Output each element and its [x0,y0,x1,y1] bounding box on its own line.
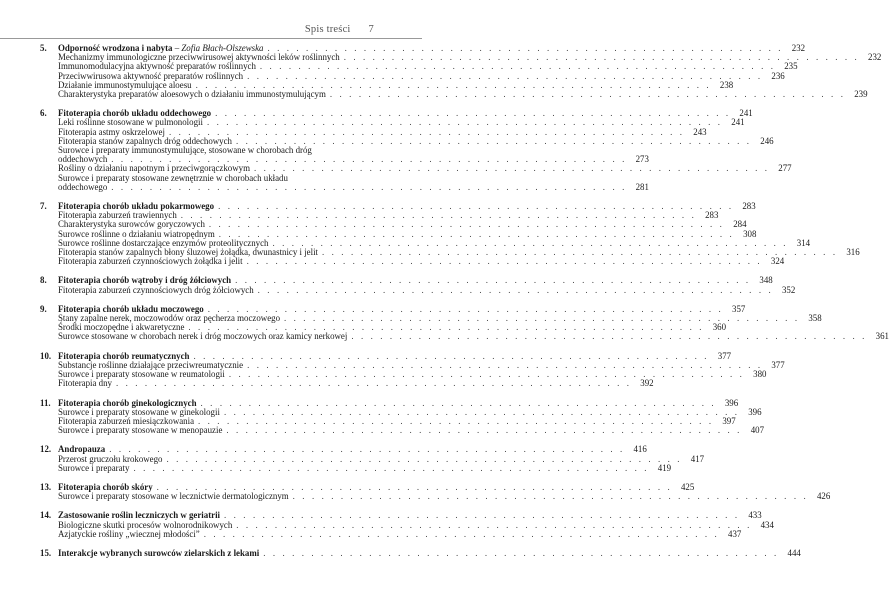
dot-leader [133,464,649,473]
toc-chapter [40,350,785,389]
entry-title: Działanie immunostymulujące aloesu [58,79,192,90]
entry-title: Mechanizmy immunologiczne przeciwwirusowej aktywności leków roślinnych [58,52,340,63]
entry-page-number: 235 [784,61,798,72]
entry-title: Substancje roślinne działające przeciwreumatycznie [58,359,244,370]
entry-page-number: 236 [771,70,785,81]
entry-page-number: 284 [733,219,747,230]
entry-page-number: 239 [854,89,868,100]
chapter-page-number: 425 [680,481,695,492]
entry-page-number: 437 [728,528,742,539]
entry-title: Fitoterapia zaburzeń czynnościowych żołądka i jelit [58,256,243,267]
toc-chapter [40,444,705,473]
entry-title: Surowce i preparaty stosowane w ginekologii [58,406,220,417]
dot-leader [351,332,867,341]
entry-title: Leki roślinne stosowane w pulmonologii [58,117,203,128]
dot-leader [293,492,809,501]
entry-title: Rośliny o działaniu napotnym i przeciwgorączkowym [58,163,250,174]
entry-title: Fitoterapia zaburzeń miesiączkowania [58,415,195,426]
chapter-number: 11. [40,397,51,408]
entry-page-number: 396 [748,406,762,417]
chapter-number: 8. [40,275,47,286]
entry-title: Fitoterapia stanów zapalnych dróg oddechowych [58,135,232,146]
entry-page-number: 314 [796,237,811,248]
chapter-page-number: 241 [739,108,753,119]
entry-page-number: 360 [712,322,727,333]
chapter-page-number: 348 [759,275,773,286]
toc-entry[interactable] [40,491,831,502]
entry-title: Przeciwwirusowa aktywność preparatów roślinnych [58,70,244,81]
toc-chapter [40,547,801,558]
entry-page-number: 358 [808,313,822,324]
entry-title: Surowce i preparaty stosowane zewnętrznie w chorobach układu [58,172,288,183]
chapter-title: Fitoterapia chorób układu pokarmowego [58,201,215,212]
entry-page-number: 232 [868,52,882,63]
chapter-page-number: 444 [787,547,801,558]
dot-leader [236,137,752,146]
entry-title: Fitoterapia zaburzeń trawiennych [58,210,177,221]
entry-title: Charakterystyka preparatów aloesowych o działaniu immunostymulującym [58,89,326,100]
entry-page-number: 308 [743,228,757,239]
entry-title: Surowce roślinne o działaniu wiatropędnym [58,228,215,239]
header-rule [0,38,422,39]
chapter-page-number: 357 [732,303,746,314]
chapter-title: Fitoterapia chorób reumatycznych [58,350,190,361]
entry-page-number: 417 [690,453,705,464]
header-title: Spis treści [304,24,351,35]
dot-leader [226,426,742,435]
entry-page-number: 243 [693,126,707,137]
entry-title: Surowce i preparaty stosowane w menopauzie [58,425,223,436]
toc-chapter-row[interactable] [40,547,801,558]
toc-entry[interactable] [40,378,654,389]
toc-entry[interactable] [40,425,764,436]
entry-title: Fitoterapia dny [58,378,112,389]
entry-title: Przerost gruczołu krokowego [58,453,163,464]
chapter-title: Fitoterapia chorób wątroby i dróg żółciowych [58,275,232,286]
toc-entry[interactable] [40,284,796,295]
entry-title: Surowce roślinne dostarczające enzymów proteolitycznych [58,237,269,248]
chapter-title: Interakcje wybranych surowców zielarskich z lekami [58,547,260,558]
chapter-page-number: 433 [748,510,762,521]
entry-page-number: 392 [640,378,654,389]
chapter-author: – Zofia Błach-Olszewska [172,43,264,53]
chapter-number: 5. [40,43,47,53]
dot-leader [204,530,720,539]
entry-title: oddechowego [58,181,108,192]
chapter-title: Fitoterapia chorób układu moczowego [58,303,204,314]
toc-entry[interactable] [40,528,742,539]
chapter-number: 6. [40,108,47,119]
entry-title: Surowce stosowane w chorobach nerek i dróg moczowych oraz kamicy nerkowej [58,331,348,342]
chapter-page-number: 283 [742,201,756,212]
entry-page-number: 397 [722,415,736,426]
toc-entry[interactable] [40,331,889,342]
entry-page-number: 380 [753,369,767,380]
chapter-title: Fitoterapia chorób układu oddechowego [58,108,212,119]
entry-page-number: 283 [705,210,719,221]
entry-page-number: 273 [635,154,649,165]
entry-page-number: 377 [771,359,785,370]
entry-title: Środki moczopędne i akwaretyczne [58,322,185,333]
entry-page-number: 426 [816,491,831,502]
entry-page-number: 352 [781,284,796,295]
chapter-number: 13. [40,481,52,492]
chapter-title: Odporność wrodzona i nabyta – Zofia Błach-Olszewska [58,43,264,53]
chapter-number: 7. [40,201,47,212]
chapter-page-number: 416 [633,444,647,455]
dot-leader [263,549,779,558]
chapter-page-number: 377 [717,350,732,361]
entry-title: Biologiczne skutki procesów wolnorodnikowych [58,519,233,530]
chapter-title: Andropauza [58,444,106,455]
dot-leader [111,183,627,192]
entry-title: Azjatyckie rośliny „wiecznej młodości” [58,528,200,539]
entry-title: Stany zapalne nerek, moczowodów oraz pęcherza moczowego [58,313,281,324]
toc-chapter [40,303,889,342]
dot-leader [116,379,632,388]
chapter-title: Zastosowanie roślin leczniczych w geriatrii [58,510,221,521]
chapter-page-number: 232 [791,43,806,53]
chapter-page-number: 396 [724,397,739,408]
entry-page-number: 361 [875,331,889,342]
entry-page-number: 246 [760,135,774,146]
toc-chapter [40,481,831,502]
header-page-number: 7 [368,24,374,35]
chapter-number: 10. [40,350,52,361]
toc-chapter [40,108,792,192]
toc-chapter [40,201,860,267]
entry-page-number: 407 [750,425,764,436]
entry-page-number: 419 [657,462,672,473]
toc-chapter [40,510,774,539]
chapter-number: 14. [40,510,52,521]
entry-title: Surowce i preparaty stosowane w lecznictwie dermatologicznym [58,491,289,502]
entry-page-number: 281 [635,181,649,192]
chapter-title: Fitoterapia chorób ginekologicznych [58,397,197,408]
toc-chapter [40,397,764,436]
entry-page-number: 434 [760,519,774,530]
table-of-contents [40,43,889,568]
toc-entry[interactable] [40,89,868,100]
entry-title: Fitoterapia stanów zapalnych błony śluzowej żołądka, dwunastnicy i jelit [58,247,319,258]
entry-title: Surowce i preparaty immunostymulujące, stosowane w chorobach dróg [58,145,312,156]
toc-entry[interactable] [40,181,649,192]
entry-page-number: 238 [719,79,734,90]
toc-chapter [40,43,882,100]
running-header [305,24,374,35]
entry-page-number: 277 [778,163,792,174]
entry-page-number: 324 [770,256,785,267]
dot-leader [254,164,770,173]
entry-title: Surowce i preparaty [58,462,130,473]
entry-page-number: 316 [846,247,860,258]
entry-title: oddechowych [58,154,108,165]
chapter-number: 15. [40,547,52,558]
entry-title: Immunomodulacyjna aktywność preparatów roślinnych [58,61,256,72]
toc-entry[interactable] [40,462,672,473]
chapter-title: Fitoterapia chorób skóry [58,481,153,492]
chapter-number: 12. [40,444,52,455]
entry-title: Charakterystyka surowców goryczowych [58,219,205,230]
dot-leader [330,90,846,99]
entry-title: Fitoterapia astmy oskrzelowej [58,126,165,137]
dot-leader [247,257,763,266]
entry-title: Surowce i preparaty stosowane w reumatologii [58,369,225,380]
chapter-number: 9. [40,303,47,314]
toc-chapter [40,275,796,295]
entry-page-number: 241 [731,117,745,128]
dot-leader [258,286,774,295]
toc-entry[interactable] [40,256,785,267]
entry-title: Fitoterapia zaburzeń czynnościowych dróg żółciowych [58,284,254,295]
